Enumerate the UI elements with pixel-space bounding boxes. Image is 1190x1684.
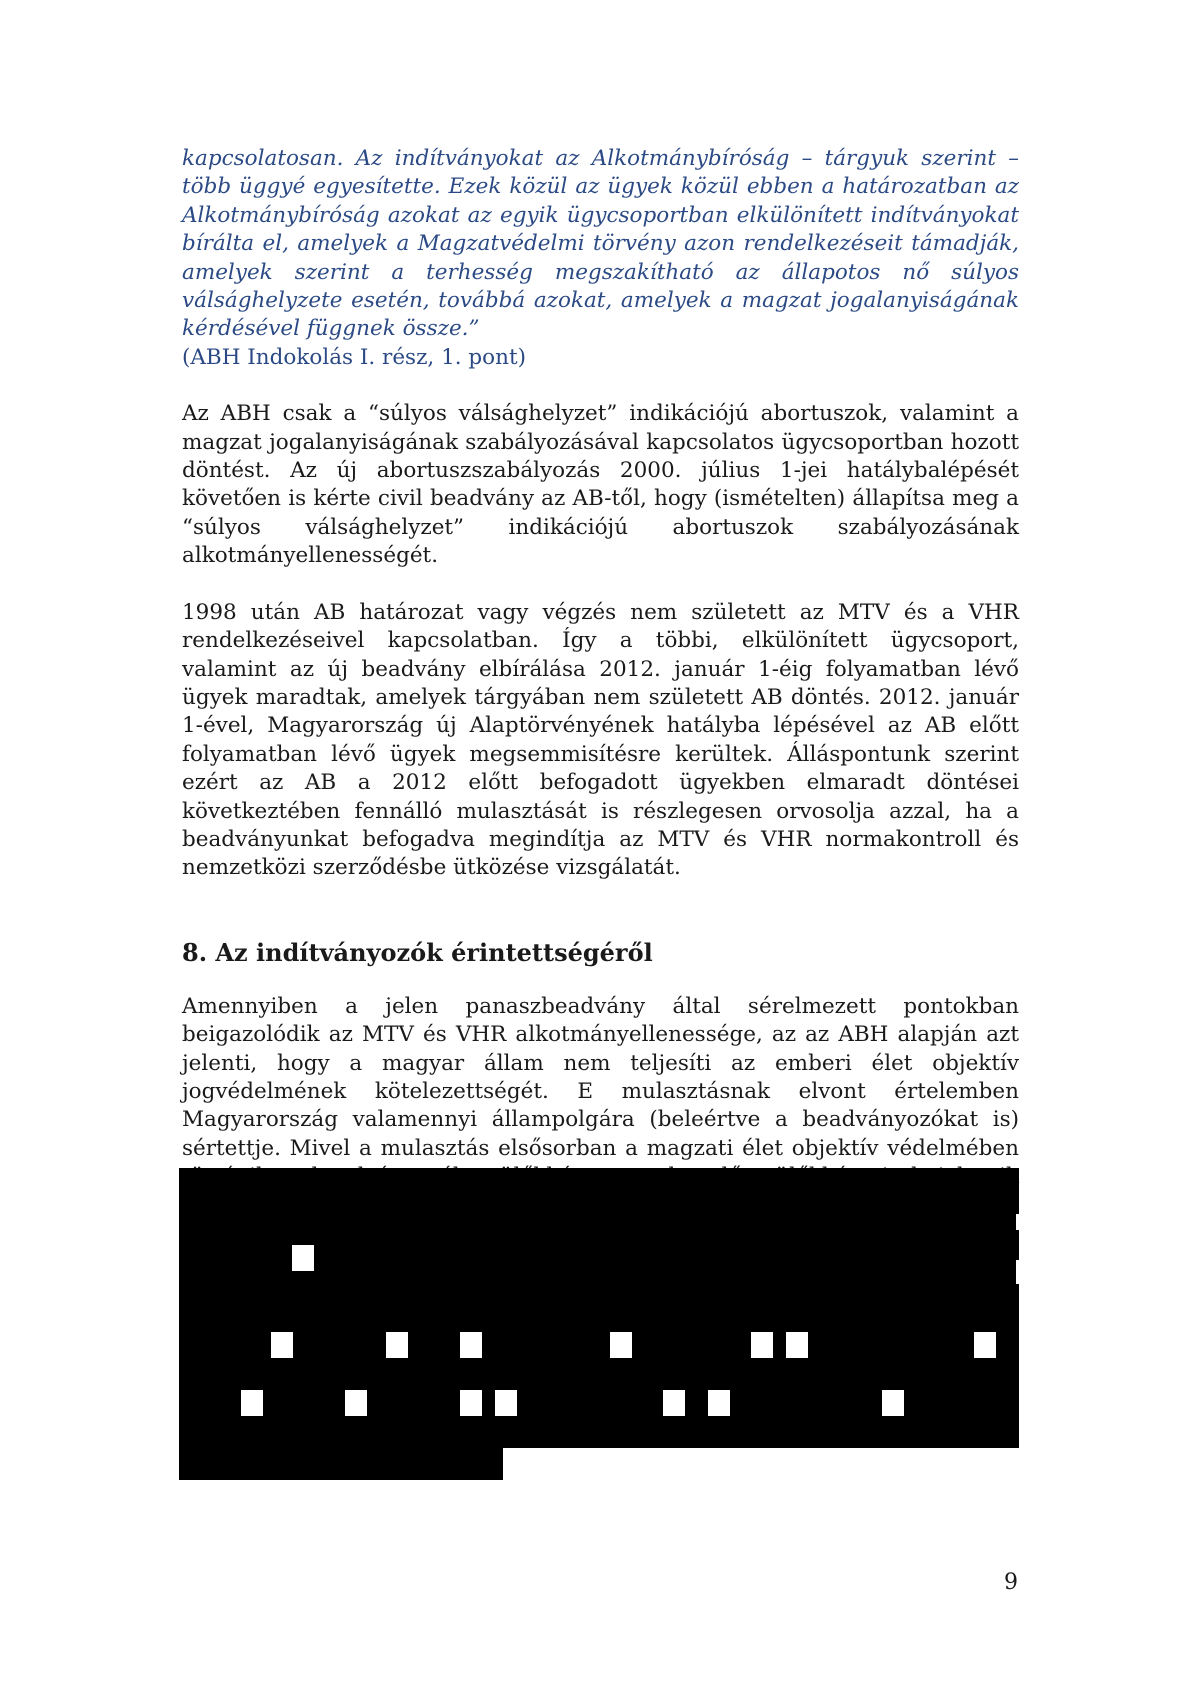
redaction-gap	[460, 1390, 482, 1416]
redaction-edge-gap	[1016, 1214, 1020, 1230]
paragraph-abh-decision: Az ABH csak a “súlyos válsághelyzet” indikációjú abortuszok, valamint a magzat jogalanyiságának szabályozásával kapcsolatos ügycsoportban hozott döntést. Az új abortuszszabályozás 2000. július 1-jei hatálybalépését követően is kérte civil beadvány az AB-től, hogy (ismételten) állapítsa meg a “súlyos válsághelyzet” indikációjú abortuszok szabályozásának alkotmányellenességét.	[182, 401, 1019, 569]
quote-source: (ABH Indokolás I. rész, 1. pont)	[182, 344, 526, 370]
redaction-gap	[241, 1390, 263, 1416]
document-body	[182, 145, 1019, 1248]
redaction-gap	[974, 1332, 996, 1358]
redaction-gap	[386, 1332, 408, 1358]
redaction-gap	[271, 1332, 293, 1358]
redaction-gap	[786, 1332, 808, 1358]
redaction-gap	[882, 1390, 904, 1416]
redaction-gap	[663, 1390, 685, 1416]
redaction-block	[179, 1168, 1019, 1448]
redaction-gap	[292, 1245, 314, 1271]
redaction-gap	[495, 1390, 517, 1416]
section-heading: 8. Az indítványozók érintettségéről	[182, 937, 653, 967]
redaction-gap	[345, 1390, 367, 1416]
redaction-block-tail	[179, 1448, 503, 1480]
redaction-gap	[460, 1332, 482, 1358]
paragraph-petitioners: Amennyiben a jelen panaszbeadvány által sérelmezett pontokban beigazolódik az MTV és VHR alkotmányellenessége, az az ABH alapján azt jelenti, hogy a magyar állam nem teljesíti az emberi élet objektív jogvédelmének kötelezettségét. E mulasztásnak elvont értelemben Magyarország valamennyi állampolgára (beleértve a beadványozókat is) sértettje. Mivel a mulasztás elsősorban a magzati élet objektív védelmében	[182, 993, 1019, 1161]
quoted-passage: kapcsolatosan. Az indítványokat az Alkotmánybíróság – tárgyuk szerint – több üggyé egyesítette. Ezek közül az ügyek közül ebben a határozatban az Alkotmánybíróság azokat az egyik ügycsoportban elkülönített indítványokat bírálta el, amelyek a Magzatvédelmi törvény azon rendelkezéseit támadják, amelyek szerint a terhesség megszakítható az állapotos nő súlyos válsághelyzete esetén, továbbá azokat, amelyek a magzat jogalanyiságának kérdésével függnek össze.”	[182, 146, 1019, 342]
paragraph-since-1998: 1998 után AB határozat vagy végzés nem született az MTV és a VHR rendelkezéseivel kapcsolatban. Így a többi, elkülönített ügycsoport, valamint az új beadvány elbírálása 2012. január 1-éig folyamatban lévő ügyek maradtak, amelyek tárgyában nem született AB döntés. 2012. január 1-ével, Magyarország új Alaptörvényének hatályba lépésével az AB előtt folyamatban lévő ügyek megsemmisítésre kerültek. Álláspontunk szerint ezért az AB a 2012 előtt befogadott ügyekben elmaradt döntései következtében fennálló mulasztását is részlegesen orvosolja azzal, ha a beadványunkat befogadva megindítja az MTV és VHR normakontroll és nemzetközi szerződésbe ütközése vizsgálatát.	[182, 599, 1019, 881]
page-number: 9	[1004, 1570, 1018, 1595]
redaction-gap	[610, 1332, 632, 1358]
redaction-edge-gap	[1016, 1260, 1020, 1284]
redaction-gap	[708, 1390, 730, 1416]
redaction-gap	[751, 1332, 773, 1358]
